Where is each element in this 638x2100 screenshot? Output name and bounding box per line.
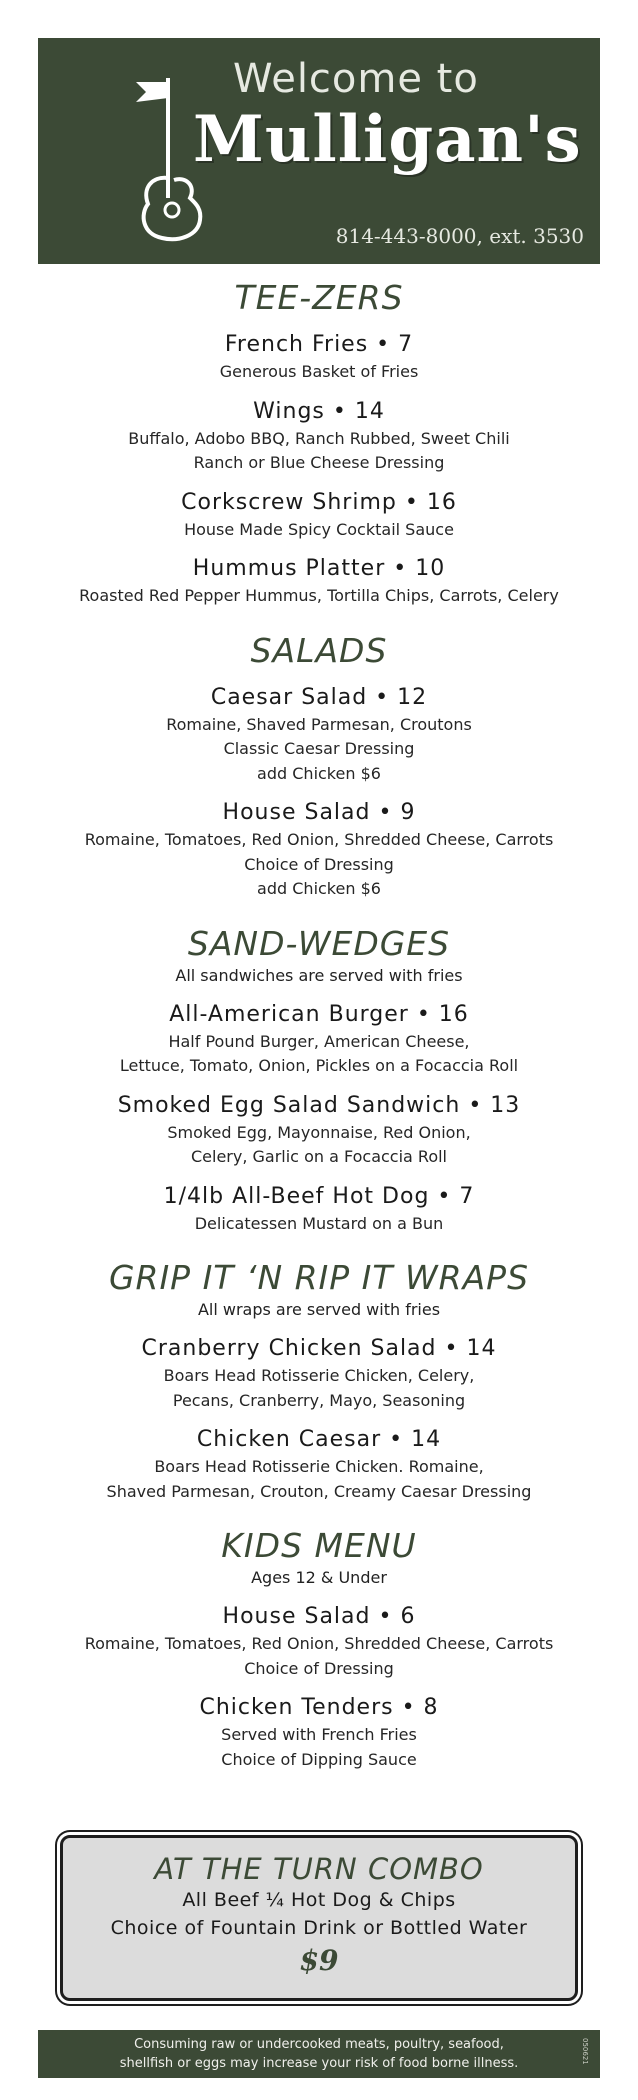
item-name: 1/4lb All-Beef Hot Dog • 7 [163, 1183, 475, 1209]
document-code: 050621 [581, 2038, 589, 2065]
phone-number: 814-443-8000, ext. 3530 [335, 224, 584, 248]
footer-disclaimer [38, 2030, 600, 2078]
menu-item [38, 1091, 600, 1170]
item-name: Caesar Salad • 12 [210, 684, 428, 710]
item-description: add Chicken $6 [257, 879, 381, 898]
item-description: Lettuce, Tomato, Onion, Pickles on a Focaccia Roll [119, 1056, 519, 1075]
section-title-sandwedges: SAND-WEDGES [187, 923, 451, 963]
section-note: All wraps are served with fries [197, 1300, 441, 1319]
combo-line: All Beef ¼ Hot Dog & Chips [182, 1889, 456, 1911]
menu-item [38, 1182, 600, 1237]
item-name: Corkscrew Shrimp • 16 [181, 489, 457, 515]
combo-line: Choice of Fountain Drink or Bottled Water [110, 1917, 528, 1939]
section-note: Ages 12 & Under [251, 1568, 387, 1587]
item-description: Pecans, Cranberry, Mayo, Seasoning [172, 1390, 466, 1410]
item-description: Boars Head Rotisserie Chicken. Romaine, [154, 1457, 484, 1476]
restaurant-name: Mulligan's [193, 102, 582, 177]
item-description: Roasted Red Pepper Hummus, Tortilla Chips, Carrots, Celery [79, 586, 559, 605]
item-name: House Salad • 6 [222, 1604, 416, 1629]
item-name: Hummus Platter • 10 [192, 556, 446, 581]
menu-item [38, 1000, 600, 1079]
item-name: House Salad • 9 [222, 800, 416, 825]
menu-item [38, 488, 600, 543]
menu-item [38, 397, 600, 476]
item-name: All-American Burger • 16 [169, 1001, 469, 1027]
combo-price: $9 [299, 1944, 339, 1977]
disclaimer-line: shellfish or eggs may increase your risk of food borne illness. [119, 2056, 519, 2071]
section-note: All sandwiches are served with fries [175, 965, 463, 985]
item-name: Wings • 14 [253, 398, 385, 424]
menu-item [38, 1693, 600, 1772]
item-name: Chicken Caesar • 14 [196, 1427, 442, 1452]
item-name: French Fries • 7 [224, 332, 414, 357]
item-description: Served with French Fries [221, 1725, 417, 1744]
welcome-text: Welcome to [233, 56, 479, 102]
item-description: Delicatessen Mustard on a Bun [194, 1213, 444, 1233]
menu-item [38, 1425, 600, 1504]
item-description: Boars Head Rotisserie Chicken, Celery, [163, 1366, 475, 1385]
item-description: Romaine, Tomatoes, Red Onion, Shredded Cheese, Carrots [84, 1634, 554, 1653]
menu-item [38, 1602, 600, 1681]
item-description: Romaine, Shaved Parmesan, Croutons [166, 714, 472, 734]
item-description: Buffalo, Adobo BBQ, Ranch Rubbed, Sweet Chili [128, 428, 510, 448]
item-description: Generous Basket of Fries [219, 362, 419, 381]
menu-item [38, 330, 600, 385]
item-name: Cranberry Chicken Salad • 14 [141, 1336, 497, 1361]
item-description: Celery, Garlic on a Focaccia Roll [190, 1147, 447, 1166]
menu-item [38, 554, 600, 609]
item-description: Half Pound Burger, American Cheese, [168, 1031, 470, 1051]
menu-item [38, 1334, 600, 1413]
item-description: Choice of Dressing [244, 854, 394, 874]
item-name: Smoked Egg Salad Sandwich • 13 [117, 1092, 521, 1118]
item-description: Shaved Parmesan, Crouton, Creamy Caesar Dressing [106, 1481, 532, 1501]
item-description: Choice of Dressing [244, 1658, 394, 1678]
item-description: Ranch or Blue Cheese Dressing [193, 453, 445, 472]
section-title-wraps: GRIP IT ‘N RIP IT WRAPS [108, 1258, 530, 1297]
header-banner [38, 38, 600, 264]
item-description: Smoked Egg, Mayonnaise, Red Onion, [167, 1122, 471, 1142]
menu-item [38, 683, 600, 787]
section-title-salads: SALADS [250, 630, 388, 670]
section-title-kids: KIDS MENU [221, 1526, 417, 1565]
item-description: Choice of Dipping Sauce [221, 1749, 417, 1769]
menu-body [38, 272, 600, 1772]
menu-item [38, 798, 600, 902]
item-description: Romaine, Tomatoes, Red Onion, Shredded Cheese, Carrots [84, 830, 554, 849]
combo-box [60, 1835, 578, 2001]
section-title-teezers: TEE-ZERS [234, 278, 404, 317]
combo-title: AT THE TURN COMBO [154, 1852, 484, 1886]
disclaimer-line: Consuming raw or undercooked meats, poultry, seafood, [134, 2037, 504, 2052]
item-description: Classic Caesar Dressing [223, 739, 415, 758]
item-name: Chicken Tenders • 8 [199, 1695, 439, 1720]
item-description: add Chicken $6 [257, 763, 381, 783]
item-description: House Made Spicy Cocktail Sauce [184, 519, 454, 539]
